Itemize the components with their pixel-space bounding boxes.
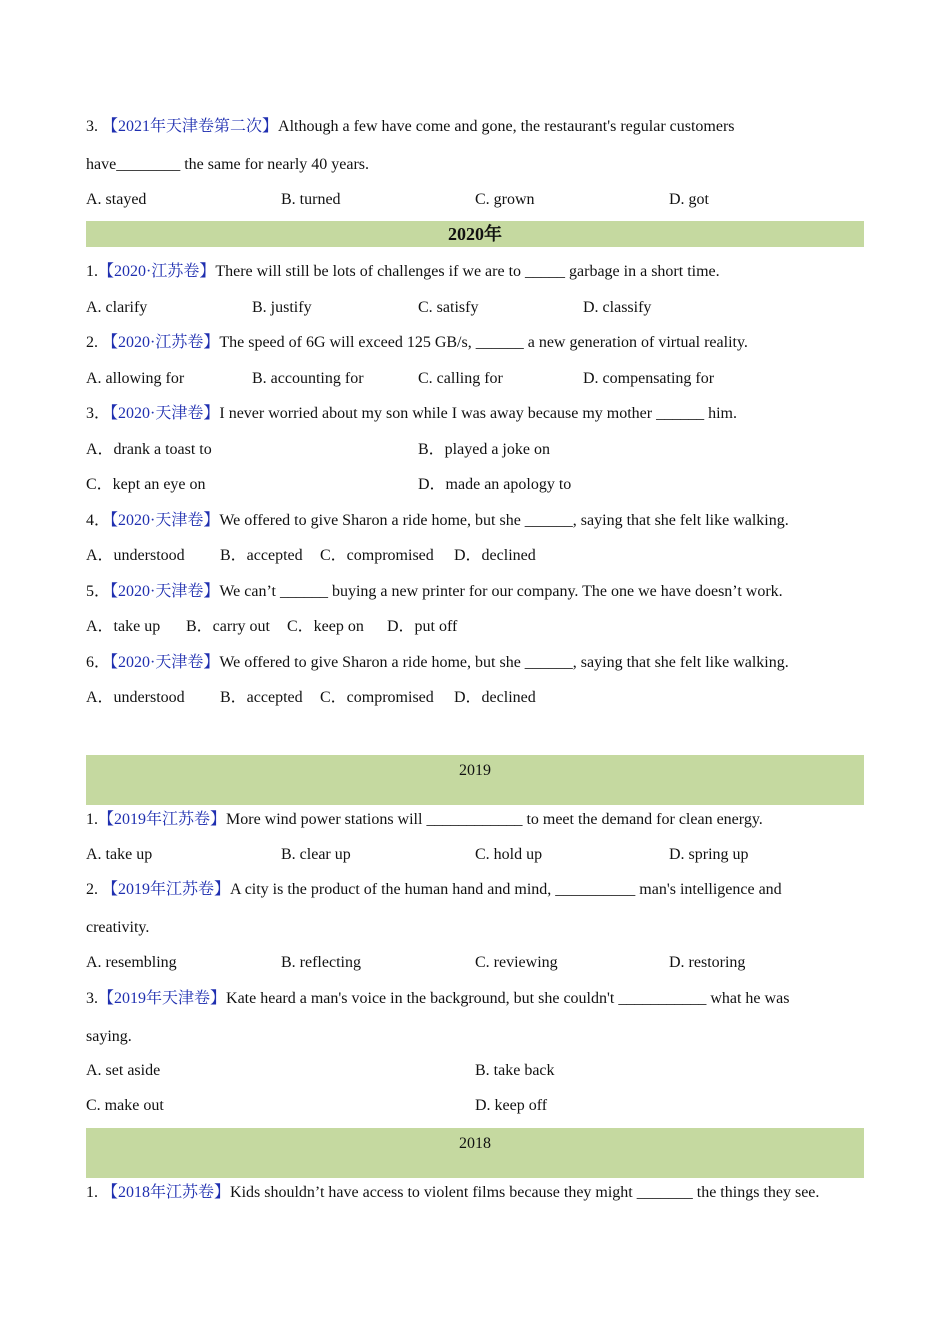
- option-b: B. take back: [475, 1062, 555, 1079]
- question-number: 1.: [86, 263, 98, 280]
- question-source: 【2020·天津卷】: [110, 512, 220, 529]
- question-number: 6．: [86, 654, 111, 671]
- question-source: 【2019年江苏卷】: [102, 881, 231, 898]
- option-b: B．accepted: [220, 689, 303, 706]
- question-stem: I never worried about my son while I was away because my mother ______ him.: [219, 405, 737, 422]
- option-c: C. grown: [475, 191, 535, 208]
- question-2020-5: [86, 582, 783, 602]
- option-a: A. allowing for: [86, 370, 185, 387]
- option-d: D. spring up: [669, 846, 749, 863]
- option-c: C. calling for: [418, 370, 503, 387]
- question-stem: Kids shouldn’t have access to violent films because they might _______ the things they see.: [230, 1184, 820, 1201]
- question-stem-continued: creativity.: [86, 919, 150, 936]
- question-stem: We offered to give Sharon a ride home, but she ______, saying that she felt like walking.: [219, 654, 789, 671]
- option-c: C．compromised: [320, 547, 434, 564]
- question-2020-1: [86, 262, 720, 282]
- question-number: 2.: [86, 881, 102, 898]
- option-c: C．compromised: [320, 689, 434, 706]
- section-heading-2020: [86, 221, 864, 247]
- option-b: B．carry out: [186, 618, 270, 635]
- question-number: 1.: [86, 1184, 102, 1201]
- option-a: A．understood: [86, 547, 185, 564]
- option-a: A. stayed: [86, 191, 147, 208]
- question-source: 【2019年天津卷】: [98, 990, 227, 1007]
- question-2020-4: [86, 511, 789, 531]
- option-d: D. classify: [583, 299, 652, 316]
- option-d: D．put off: [387, 618, 458, 635]
- option-c: C. hold up: [475, 846, 543, 863]
- option-a: A. set aside: [86, 1062, 161, 1079]
- question-2020-3: [86, 404, 737, 424]
- question-source: 【2019年江苏卷】: [98, 811, 227, 828]
- question-2020-6: [86, 653, 789, 673]
- option-b: B．played a joke on: [418, 441, 550, 458]
- option-b: B. turned: [281, 191, 341, 208]
- option-b: B. justify: [252, 299, 312, 316]
- question-number: 5．: [86, 583, 111, 600]
- question-2019-1: [86, 810, 763, 830]
- option-c: C. make out: [86, 1097, 164, 1114]
- option-d: D. got: [669, 191, 709, 208]
- option-c: C. reviewing: [475, 954, 558, 971]
- question-stem: The speed of 6G will exceed 125 GB/s, ______ a new generation of virtual reality.: [219, 334, 748, 351]
- option-d: D. restoring: [669, 954, 746, 971]
- option-c: C. satisfy: [418, 299, 479, 316]
- option-c: C．kept an eye on: [86, 476, 206, 493]
- option-b: B．accepted: [220, 547, 303, 564]
- option-b: B. accounting for: [252, 370, 364, 387]
- question-2019-3: [86, 989, 789, 1009]
- section-heading-text: 2018: [459, 1135, 491, 1152]
- question-number: 2.: [86, 334, 102, 351]
- option-a: A. clarify: [86, 299, 148, 316]
- question-stem: There will still be lots of challenges if we are to _____ garbage in a short time.: [215, 263, 720, 280]
- question-source: 【2020·天津卷】: [110, 405, 220, 422]
- option-d: D. keep off: [475, 1097, 548, 1114]
- question-source: 【2018年江苏卷】: [102, 1184, 231, 1201]
- option-a: A．understood: [86, 689, 185, 706]
- section-heading-text: 2019: [459, 762, 491, 779]
- option-d: D．declined: [454, 547, 536, 564]
- section-heading-2018: [86, 1128, 864, 1178]
- section-heading-text: 2020年: [448, 224, 502, 244]
- question-number: 4．: [86, 512, 111, 529]
- question-stem: More wind power stations will ____________ to meet the demand for clean energy.: [226, 811, 763, 828]
- question-stem: A city is the product of the human hand and mind, __________ man's intelligence and: [230, 881, 782, 898]
- option-d: D．made an apology to: [418, 476, 572, 493]
- question-stem-continued: have________ the same for nearly 40 years.: [86, 156, 370, 173]
- option-b: B. reflecting: [281, 954, 361, 971]
- question-number: 3．: [86, 405, 111, 422]
- option-b: B. clear up: [281, 846, 351, 863]
- question-number: 3.: [86, 990, 98, 1007]
- question-stem: We can’t ______ buying a new printer for our company. The one we have doesn’t work.: [219, 583, 783, 600]
- question-stem-continued: saying.: [86, 1028, 132, 1045]
- question-stem: Kate heard a man's voice in the background, but she couldn't ___________ what he was: [226, 990, 790, 1007]
- question-source: 【2020·天津卷】: [110, 583, 220, 600]
- question-2018-1: [86, 1183, 819, 1203]
- question-source: 【2020·江苏卷】: [98, 263, 216, 280]
- question-stem: We offered to give Sharon a ride home, but she ______, saying that she felt like walking.: [219, 512, 789, 529]
- question-2021-3: [86, 117, 735, 137]
- question-number: 1.: [86, 811, 98, 828]
- option-d: D．declined: [454, 689, 536, 706]
- question-number: 3.: [86, 118, 102, 135]
- option-a: A. take up: [86, 846, 153, 863]
- question-source: 【2021年天津卷第二次】: [102, 118, 279, 135]
- option-a: A．take up: [86, 618, 161, 635]
- option-a: A. resembling: [86, 954, 177, 971]
- section-heading-2019: [86, 755, 864, 805]
- question-2019-2: [86, 880, 782, 900]
- option-c: C．keep on: [287, 618, 364, 635]
- question-stem: Although a few have come and gone, the restaurant's regular customers: [278, 118, 735, 135]
- question-2020-2: [86, 333, 748, 353]
- question-source: 【2020·天津卷】: [110, 654, 220, 671]
- option-d: D. compensating for: [583, 370, 715, 387]
- option-a: A．drank a toast to: [86, 441, 212, 458]
- question-source: 【2020·江苏卷】: [102, 334, 220, 351]
